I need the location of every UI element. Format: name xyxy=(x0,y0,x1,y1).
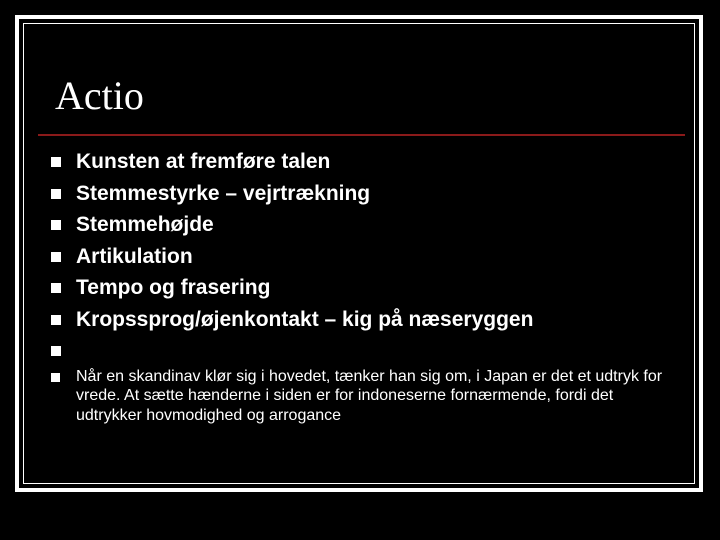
bullet-text: Kunsten at fremføre talen xyxy=(76,150,331,173)
bullet-text: Stemmestyrke – vejrtrækning xyxy=(76,181,371,205)
bullet-item xyxy=(48,304,678,336)
bullet-item xyxy=(48,272,678,304)
square-bullet-icon xyxy=(51,157,61,167)
bullet-item-empty xyxy=(48,335,678,367)
square-bullet-icon xyxy=(51,346,61,356)
square-bullet-icon xyxy=(51,283,61,293)
bullet-item xyxy=(48,367,678,426)
bullet-item xyxy=(48,241,678,273)
square-bullet-icon xyxy=(51,189,61,199)
title-divider xyxy=(38,134,685,136)
bullet-text: Stemmehøjde xyxy=(76,213,214,236)
bullet-text: Kropssprog/øjenkontakt – kig på næseryggen xyxy=(76,307,534,331)
square-bullet-icon xyxy=(51,315,61,325)
bullet-item xyxy=(48,178,678,210)
square-bullet-icon xyxy=(51,252,61,262)
bullet-item xyxy=(48,209,678,241)
bullet-item xyxy=(48,146,678,178)
bullet-text: Artikulation xyxy=(76,244,193,268)
square-bullet-icon xyxy=(51,220,61,230)
bullet-text: Tempo og frasering xyxy=(76,276,271,299)
bullet-list xyxy=(48,146,678,425)
slide-title: Actio xyxy=(55,73,144,118)
square-bullet-icon xyxy=(51,373,60,382)
bullet-text: Når en skandinav klør sig i hovedet, tænker han sig om, i Japan er det et udtryk for vrede. At sætte hænderne i siden er for indoneserne fornærmende, fordi det udtrykker hovmodighed og arrogance xyxy=(76,367,663,424)
